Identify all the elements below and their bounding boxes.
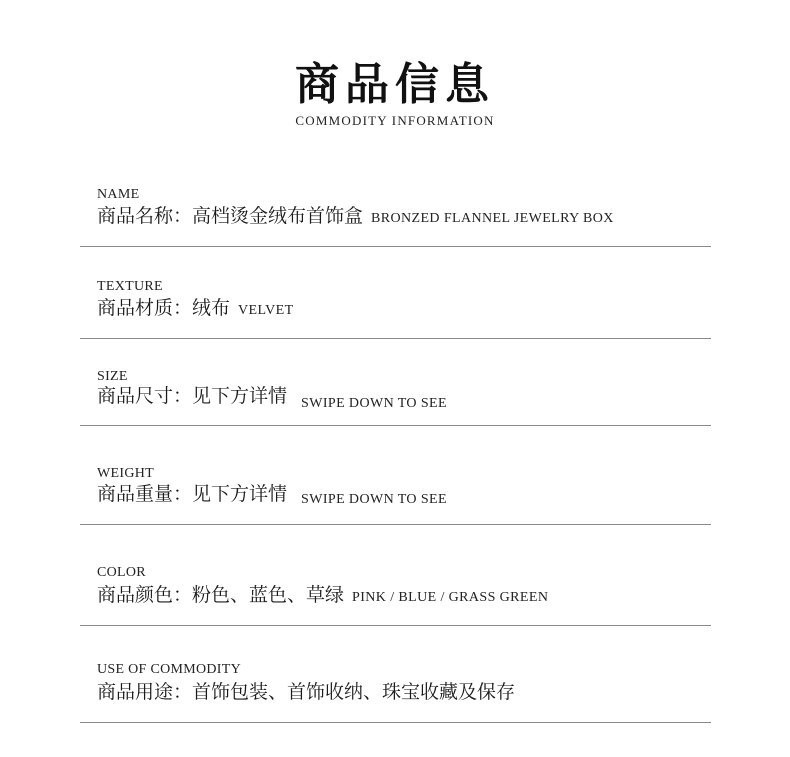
row-english-value: SWIPE DOWN TO SEE (301, 396, 447, 411)
row-value: 高档烫金绒布首饰盒 (192, 205, 364, 227)
row-label: 商品名称： (97, 205, 193, 227)
row-divider (80, 246, 711, 247)
row-label: 商品用途： (97, 681, 193, 703)
row-english-heading: USE OF COMMODITY (97, 662, 242, 677)
row-english-heading: TEXTURE (97, 279, 163, 294)
row-divider (80, 722, 711, 723)
row-value: 绒布 (192, 297, 231, 319)
page-subtitle: COMMODITY INFORMATION (295, 113, 495, 128)
row-english-value: BRONZED FLANNEL JEWELRY BOX (371, 211, 614, 226)
row-english-heading: NAME (97, 187, 140, 202)
row-content (97, 482, 447, 509)
row-value: 见下方详情 (192, 483, 288, 505)
row-divider (80, 425, 711, 426)
row-label: 商品颜色： (97, 584, 193, 606)
row-value: 首饰包装、首饰收纳、珠宝收藏及保存 (192, 681, 516, 703)
row-divider (80, 625, 711, 626)
row-label: 商品重量： (97, 483, 193, 505)
row-content (97, 296, 294, 323)
row-content (97, 204, 614, 231)
row-value: 见下方详情 (192, 385, 288, 407)
row-english-value: SWIPE DOWN TO SEE (301, 492, 447, 507)
row-content (97, 384, 447, 411)
page-title: 商品信息 (295, 59, 495, 110)
row-label: 商品材质： (97, 297, 193, 319)
row-label: 商品尺寸： (97, 385, 193, 407)
row-content (97, 680, 515, 704)
row-english-heading: SIZE (97, 369, 128, 384)
row-divider (80, 338, 711, 339)
row-value: 粉色、蓝色、草绿 (192, 584, 345, 606)
row-divider (80, 524, 711, 525)
row-content (97, 583, 548, 610)
row-english-value: VELVET (238, 303, 294, 318)
row-english-heading: WEIGHT (97, 466, 155, 481)
row-english-value: PINK / BLUE / GRASS GREEN (352, 590, 549, 605)
row-english-heading: COLOR (97, 565, 146, 580)
